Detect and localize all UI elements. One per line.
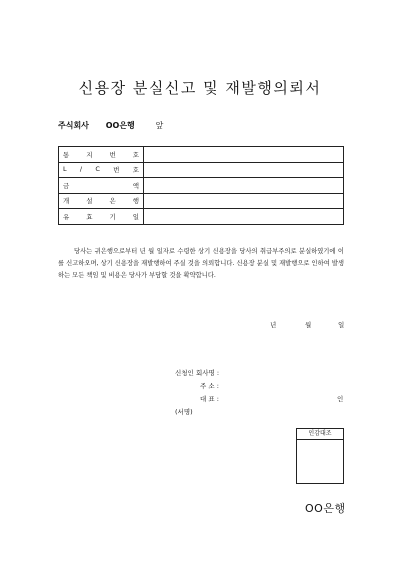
label-char: 일 [132, 212, 139, 221]
label-char: 유 [63, 212, 70, 221]
signature-note: (서명) [175, 408, 193, 416]
label-char: 번 [113, 166, 120, 175]
seal-verification-box [296, 428, 344, 484]
addressee-bank: OO은행 [105, 121, 135, 130]
row-value-notice-number[interactable] [144, 147, 344, 163]
table-row [59, 178, 344, 194]
row-value-expiry-date[interactable] [144, 209, 344, 225]
label-char: 개 [63, 197, 70, 206]
table-row [59, 209, 344, 225]
label-char: 설 [86, 197, 93, 206]
date-year: 년 [270, 321, 277, 329]
label-char: 번 [109, 150, 116, 159]
applicant-label: 신청인 [175, 369, 194, 377]
label-char: C [95, 165, 100, 174]
label-char: / [79, 165, 83, 174]
info-table [58, 146, 344, 225]
issuer-bank: OO은행 [305, 502, 346, 515]
row-value-issuing-bank[interactable] [144, 193, 344, 209]
label-char: 금 [63, 181, 70, 190]
label-char: 호 [132, 166, 139, 175]
addressee-honorific: 앞 [155, 121, 164, 130]
table-row [59, 147, 344, 163]
seal-mark: 인 [337, 395, 344, 403]
label-char: 지 [86, 150, 93, 159]
row-value-lc-number[interactable] [144, 162, 344, 178]
body-paragraph: 당사는 귀은행으로부터 년 월 일자로 수령한 상기 신용장을 당사의 취급부주의로 분실하였기에 이를 신고하오며, 상기 신용장을 재발행하여 주실 것을 의뢰합니다. 신용장 분실 및 재발행으로 인하여 발생하는 모든 책임 및 비용은 당사가 부담할 것을 확약합니다. [58, 248, 344, 280]
row-label-expiry-date [59, 209, 144, 225]
company-name-label: 회사명 : [196, 369, 220, 377]
table-row [59, 162, 344, 178]
label-char: 액 [132, 181, 139, 190]
label-char: 호 [132, 150, 139, 159]
label-char: 행 [132, 197, 139, 206]
row-label-notice-number [59, 147, 144, 163]
row-value-amount[interactable] [144, 178, 344, 194]
row-label-lc-number [59, 162, 144, 178]
label-char: 통 [63, 150, 70, 159]
representative-label: 대 표 : [200, 395, 219, 403]
date-day: 일 [338, 321, 345, 329]
addressee [58, 120, 163, 131]
label-char: L [63, 165, 67, 174]
label-char: 기 [109, 212, 116, 221]
date-month: 월 [305, 321, 312, 329]
table-row [59, 193, 344, 209]
addressee-company: 주식회사 [58, 121, 89, 130]
row-label-issuing-bank [59, 193, 144, 209]
row-label-amount [59, 178, 144, 194]
document-title: 신용장 분실신고 및 재발행의뢰서 [78, 79, 322, 97]
label-char: 은 [109, 197, 116, 206]
seal-box-header: 인감대조 [297, 429, 343, 440]
address-label: 주 소 : [200, 382, 219, 390]
label-char: 효 [86, 212, 93, 221]
